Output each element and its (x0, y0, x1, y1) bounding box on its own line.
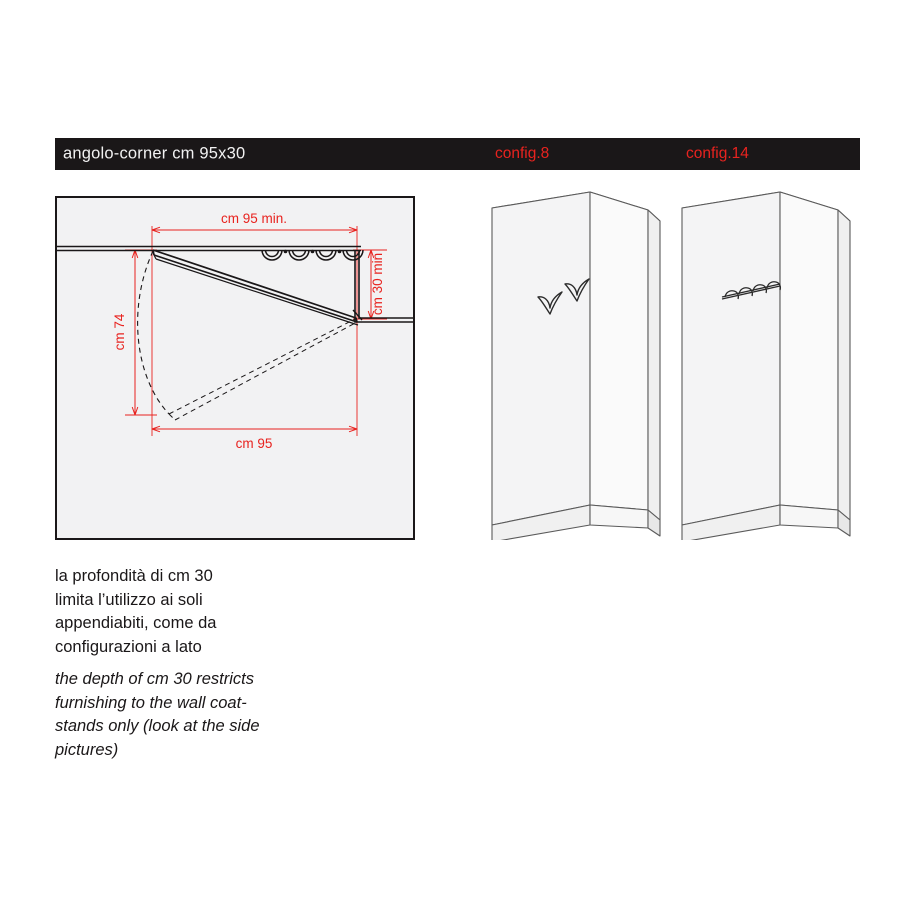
panel-face-left (492, 192, 590, 525)
note-english (55, 668, 345, 762)
dimension-right-label: cm 30 min (370, 252, 385, 316)
dimension-bottom-label: cm 95 (235, 436, 273, 451)
dimension-bottom (152, 429, 357, 451)
figure-config-14 (660, 180, 860, 545)
note-italian-line-2: limita l’utilizzo ai soli (55, 590, 203, 609)
note-english-line-3: stands only (look at the side (55, 717, 260, 735)
figure-config-8-svg (470, 180, 670, 540)
note-italian (55, 565, 345, 659)
note-english-line-1: the depth of cm 30 restricts (55, 670, 255, 688)
door-swing-arc (138, 251, 357, 420)
note-italian-line-1: la profondità di cm 30 (55, 567, 213, 585)
note-english-line-2: furnishing to the wall coat- (55, 693, 247, 712)
header-label-config-8: config.8 (495, 145, 550, 162)
plan-drawing-frame (55, 196, 415, 540)
dimension-right (370, 250, 385, 319)
panel-face-left (682, 192, 780, 525)
figure-config-8 (470, 180, 670, 545)
figure-config-14-svg (660, 180, 860, 540)
dimension-top (152, 211, 357, 230)
dimension-left (112, 250, 135, 415)
panel-edge-right (838, 210, 850, 520)
header-label-config-14: config.14 (686, 145, 749, 162)
door-leaf (153, 250, 358, 325)
panel-face-right (780, 192, 838, 510)
panel-face-right (590, 192, 648, 510)
page-title: angolo-corner cm 95x30 (63, 144, 246, 163)
note-italian-line-3: appendiabiti, come da (55, 614, 217, 632)
dimension-top-label: cm 95 min. (220, 211, 288, 226)
note-italian-line-4: configurazioni a lato (55, 637, 202, 656)
note-english-line-4: pictures) (55, 740, 119, 759)
panel-edge-right (648, 210, 660, 520)
header-bar (55, 138, 860, 170)
dimension-left-label: cm 74 (112, 313, 127, 351)
plan-drawing-svg (57, 198, 413, 538)
dimension-lines (125, 226, 387, 436)
